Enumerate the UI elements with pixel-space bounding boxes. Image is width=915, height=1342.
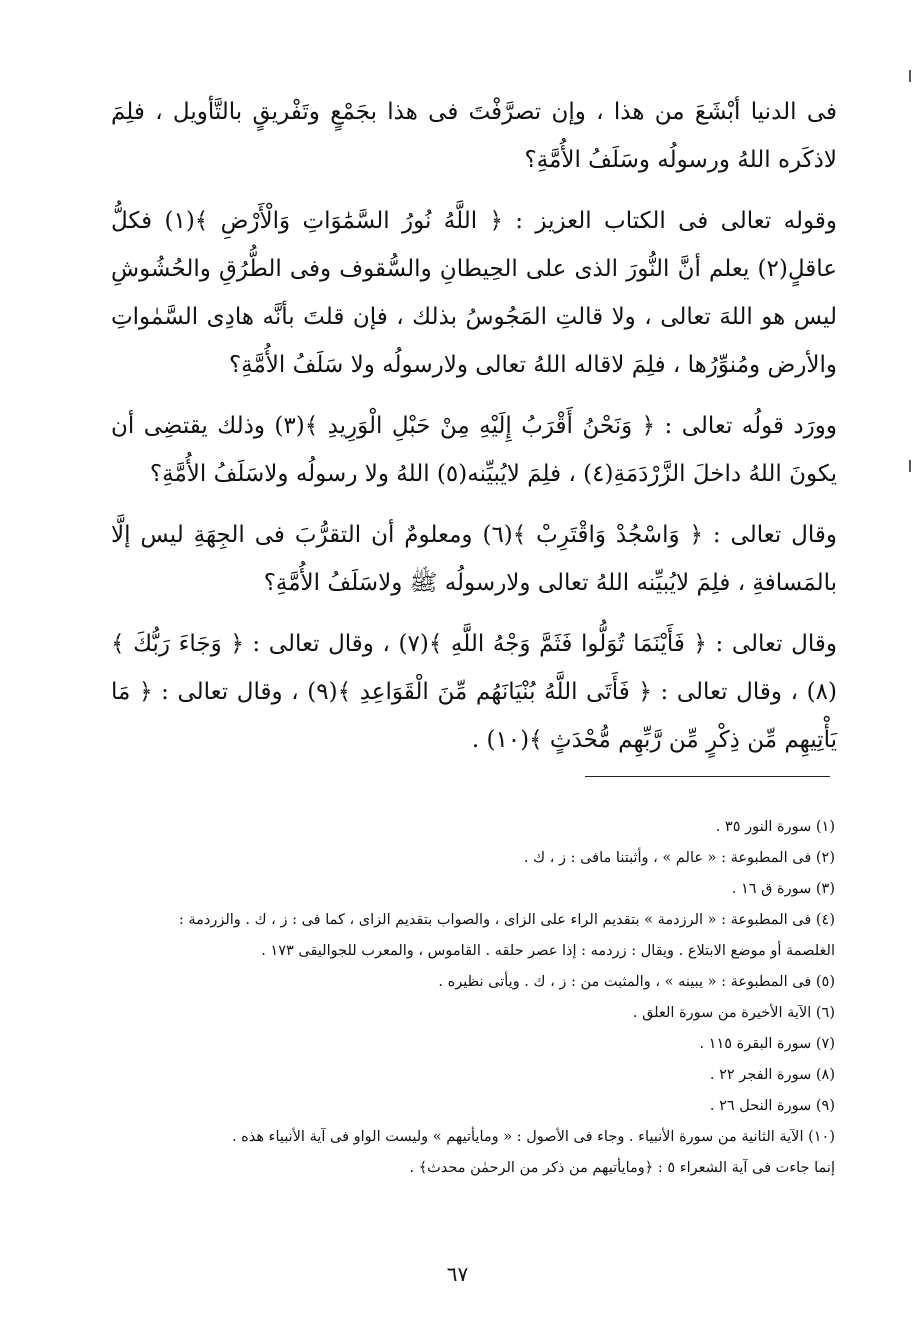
paragraph-1: فى الدنيا أبْشَعَ من هذا ، وإن تصرَّفْتَ فى هذا بجَمْعٍ وتَفْريقٍ بالتَّأويل ، فلِمَ لاذكَره اللهُ ورسولُه وسَلَفُ الأُمَّةِ؟ (111, 99, 837, 173)
paragraph-2: وقوله تعالى فى الكتاب العزيز : ﴿ اللَّهُ نُورُ السَّمَٰوَاتِ وَالْأَرْضِ ﴾(١) فكلُّ عاقلٍ(٢) يعلم أنَّ النُّورَ الذى على الحِيطانِ والسُّقوف وفى الطُّرُقِ والحُشُوشِ ليس هو اللهَ تعالى ، ولا قالتِ المَجُوسُ بذلك ، فإن قلتَ بأنَّه هادِى السَّمٰواتِ والأرض ومُنوِّرُها ، فلِمَ لاقاله اللهُ تعالى ولارسولُه ولا سَلَفُ الأُمَّةِ؟ (111, 208, 837, 378)
footnote-10: (١٠) الآية الثانية من سورة الأنبياء . وجاء فى الأصول : « ومايأتيهم » وليست الواو فى آية الأنبياء هذه . (231, 1129, 835, 1145)
footnote-9: (٩) سورة النحل ٢٦ . (709, 1098, 835, 1114)
footnote-7: (٧) سورة البقرة ١١٥ . (699, 1036, 835, 1052)
footnote-1: (١) سورة النور ٣٥ . (715, 819, 835, 835)
footnote-2: (٢) فى المطبوعة : « عالم » ، وأثبتنا مافى : ز ، ك . (523, 850, 835, 866)
scan-edge-mark (909, 70, 911, 82)
main-text-body (111, 88, 837, 777)
footnote-4-continued: الغلصمة أو موضع الابتلاع . ويقال : زردمه : إذا عصر حلقه . القاموس ، والمعرب للجواليقى ١٧٣ . (261, 943, 835, 959)
paragraph-3: وورَد قولُه تعالى : ﴿ وَنَحْنُ أَقْرَبُ إِلَيْهِ مِنْ حَبْلِ الْوَرِيدِ ﴾(٣) وذلك يقتضِى أن يكونَ اللهُ داخلَ الزَّرْدَمَةِ(٤) ، فلِمَ لايُبيِّنه(٥) اللهُ ولا رسولُه ولاسَلَفُ الأُمَّةِ؟ (111, 413, 837, 487)
footnotes (105, 812, 835, 1184)
paragraph-5: وقال تعالى : ﴿ فَأَيْنَمَا تُوَلُّوا فَثَمَّ وَجْهُ اللَّهِ ﴾(٧) ، وقال تعالى : ﴿ وَجَاءَ رَبُّكَ ﴾(٨) ، وقال تعالى : ﴿ فَأَتَى اللَّهُ بُنْيَانَهُم مِّنَ الْقَوَاعِدِ ﴾(٩) ، وقال تعالى : ﴿ مَا يَأْتِيهِم مِّن ذِكْرٍ مِّن رَّبِّهِم مُّحْدَثٍ ﴾(١٠) . (111, 631, 837, 753)
page-number: ٦٧ (446, 1262, 469, 1286)
footnote-3: (٣) سورة ق ١٦ . (731, 881, 835, 897)
paragraph-4: وقال تعالى : ﴿ وَاسْجُدْ وَاقْتَرِبْ ﴾(٦) ومعلومٌ أن التقرُّبَ فى الجِهَةِ ليس إلَّا بالمَسافةِ ، فلِمَ لايُبيِّنه اللهُ تعالى ولارسولُه ﷺ ولاسَلَفُ الأُمَّةِ؟ (111, 522, 837, 596)
footnote-divider (585, 776, 830, 777)
footnote-10-continued: إنما جاءت فى آية الشعراء ٥ : ﴿ومايأتيهم من ذكر من الرحمٰن محدث﴾ . (409, 1160, 835, 1176)
footnote-4: (٤) فى المطبوعة : « الرزدمة » بتقديم الراء على الزاى ، والصواب بتقديم الزاى ، كما فى : ز ، ك . والزردمة : (178, 912, 835, 928)
footnote-6: (٦) الآية الأخيرة من سورة العلق . (632, 1005, 835, 1021)
scan-edge-mark (909, 460, 911, 472)
footnote-5: (٥) فى المطبوعة : « يبينه » ، والمثبت من : ز ، ك . ويأتى نظيره . (438, 974, 835, 990)
footnote-8: (٨) سورة الفجر ٢٢ . (709, 1067, 835, 1083)
